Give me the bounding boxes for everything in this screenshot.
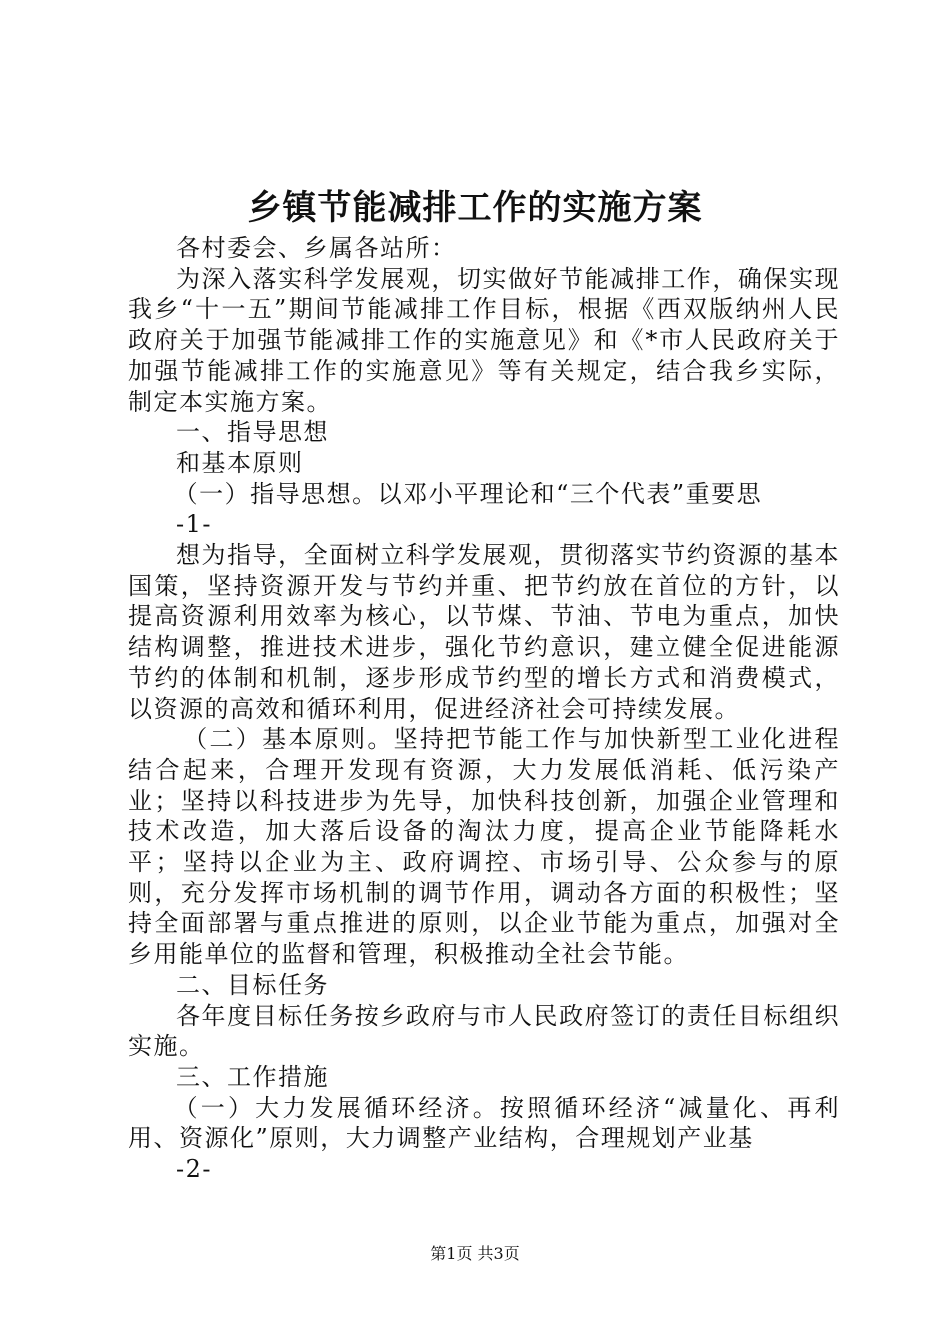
intro-paragraph: 为深入落实科学发展观，切实做好节能减排工作，确保实现我乡“十一五”期间节能减排工作目标，根据《西双版纳州人民政府关于加强节能减排工作的实施意见》和《*市人民政府关于加强节能减排工作的实施意见》等有关规定，结合我乡实际，制定本实施方案。 — [128, 264, 840, 416]
document-title: 乡镇节能减排工作的实施方案 — [247, 188, 703, 228]
basic-principles-paragraph: （二）基本原则。坚持把节能工作与加快新型工业化进程结合起来，合理开发现有资源，大力发展低消耗、低污染产业；坚持以科技进步为先导，加快科技创新，加强企业管理和技术改造，加大落后设备的淘汰力度，提高企业节能降耗水平；坚持以企业为主、政府调控、市场引导、公众参与的原则，充分发挥市场机制的调节作用，调动各方面的积极性；坚持全面部署与重点推进的原则，以企业节能为重点，加强对全乡用能单位的监督和管理，积极推动全社会节能。 — [128, 725, 840, 969]
section-heading-2: 二、目标任务 — [176, 970, 329, 999]
page-marker-2: -2- — [176, 1155, 212, 1184]
section-heading-1: 一、指导思想 — [176, 418, 329, 447]
measures-paragraph: （一）大力发展循环经济。按照循环经济“减量化、再利用、资源化”原则，大力调整产业结构，合理规划产业基 — [128, 1093, 840, 1153]
page-marker-1: -1- — [176, 510, 212, 539]
targets-paragraph: 各年度目标任务按乡政府与市人民政府签订的责任目标组织实施。 — [128, 1001, 840, 1061]
section-heading-3: 三、工作措施 — [176, 1062, 329, 1091]
salutation: 各村委会、乡属各站所： — [176, 234, 457, 262]
page-footer: 第1页 共3页 — [430, 1244, 520, 1263]
subsection-guiding-thought: （一）指导思想。以邓小平理论和“三个代表”重要思 — [173, 479, 763, 508]
section-heading-1-cont: 和基本原则 — [176, 448, 304, 477]
document-body — [128, 233, 840, 1185]
guiding-thought-paragraph: 想为指导，全面树立科学发展观，贯彻落实节约资源的基本国策，坚持资源开发与节约并重、把节约放在首位的方针，以提高资源利用效率为核心，以节煤、节油、节电为重点，加快结构调整，推进技术进步，强化节约意识，建立健全促进能源节约的体制和机制，逐步形成节约型的增长方式和消费模式，以资源的高效和循环利用，促进经济社会可持续发展。 — [128, 541, 840, 723]
